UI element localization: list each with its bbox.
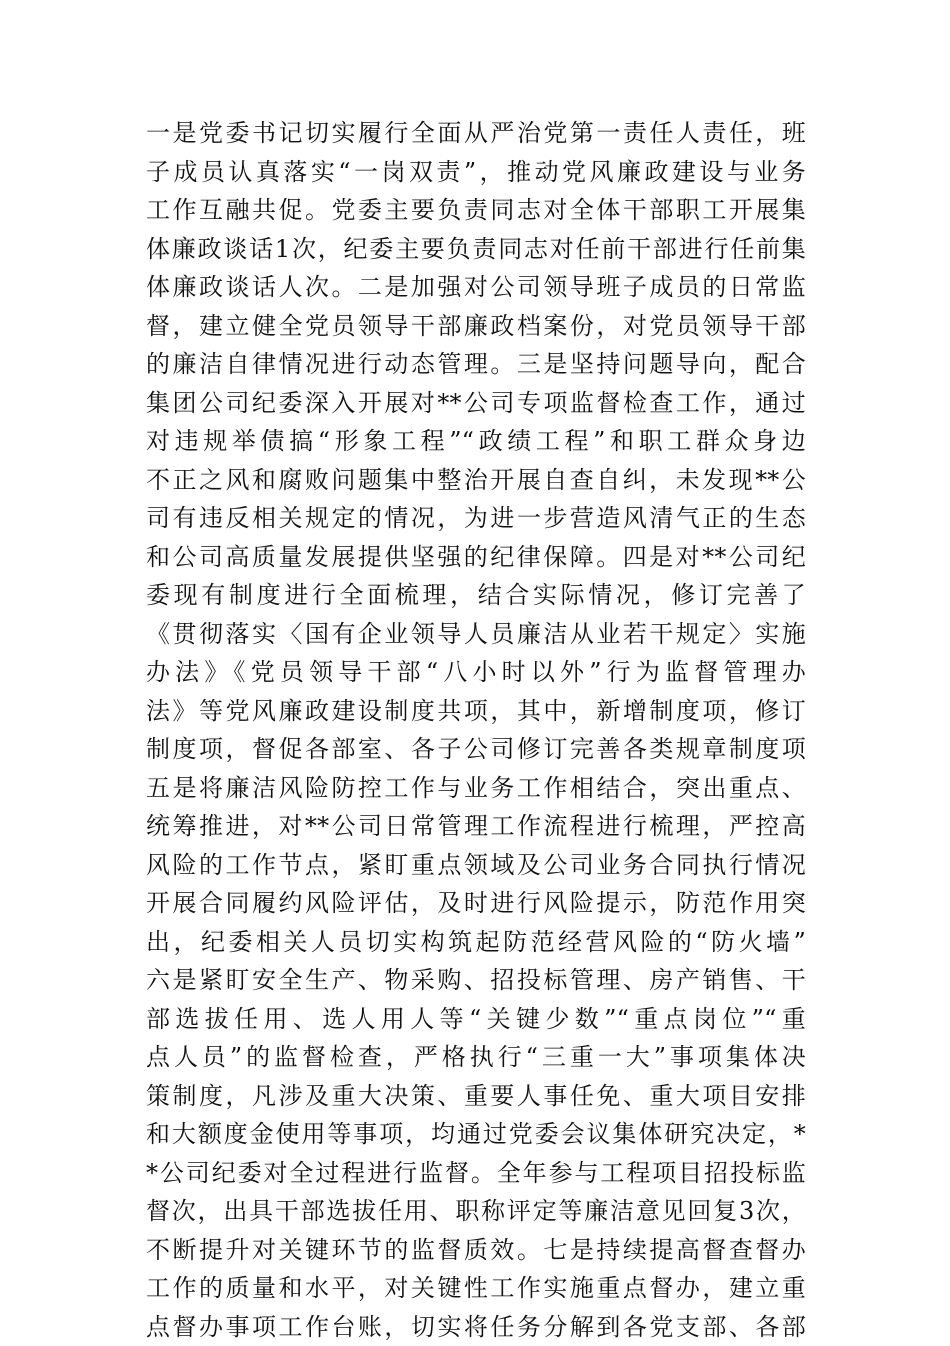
text-line: 集团公司纪委深入开展对**公司专项监督检查工作，通过 xyxy=(146,384,806,423)
text-line: 风险的工作节点，紧盯重点领域及公司业务合同执行情况 xyxy=(146,846,806,885)
text-line: 和公司高质量发展提供坚强的纪律保障。四是对**公司纪 xyxy=(146,538,806,577)
text-line: 开展合同履约风险评估，及时进行风险提示，防范作用突 xyxy=(146,884,806,923)
text-line: 督次，出具干部选拔任用、职称评定等廉洁意见回复3次， xyxy=(146,1192,806,1231)
text-line: 部选拔任用、选人用人等“关键少数”“重点岗位”“重 xyxy=(146,1000,806,1039)
text-line: 策制度，凡涉及重大决策、重要人事任免、重大项目安排 xyxy=(146,1077,806,1116)
text-line: 的廉洁自律情况进行动态管理。三是坚持问题导向，配合 xyxy=(146,345,806,384)
text-line: 一是党委书记切实履行全面从严治党第一责任人责任，班 xyxy=(146,114,806,153)
text-line: 不断提升对关键环节的监督质效。七是持续提高督查督办 xyxy=(146,1231,806,1270)
text-line: 对违规举债搞“形象工程”“政绩工程”和职工群众身边 xyxy=(146,422,806,461)
text-line: 督，建立健全党员领导干部廉政档案份，对党员领导干部 xyxy=(146,307,806,346)
text-line: 办法》《党员领导干部“八小时以外”行为监督管理办 xyxy=(146,653,806,692)
text-line: 五是将廉洁风险防控工作与业务工作相结合，突出重点、 xyxy=(146,769,806,808)
text-line: 点督办事项工作台账，切实将任务分解到各党支部、各部 xyxy=(146,1308,806,1346)
text-line: 点人员”的监督检查，严格执行“三重一大”事项集体决 xyxy=(146,1038,806,1077)
text-line: 统筹推进，对**公司日常管理工作流程进行梳理，严控高 xyxy=(146,807,806,846)
text-line: 工作的质量和水平，对关键性工作实施重点督办，建立重 xyxy=(146,1269,806,1308)
text-line: 《贯彻落实〈国有企业领导人员廉洁从业若干规定〉实施 xyxy=(146,615,806,654)
body-paragraph xyxy=(146,114,806,1346)
text-line: 工作互融共促。党委主要负责同志对全体干部职工开展集 xyxy=(146,191,806,230)
text-line: 司有违反相关规定的情况，为进一步营造风清气正的生态 xyxy=(146,499,806,538)
text-line: 制度项，督促各部室、各子公司修订完善各类规章制度项 xyxy=(146,730,806,769)
text-line: 体廉政谈话人次。二是加强对公司领导班子成员的日常监 xyxy=(146,268,806,307)
text-line: 六是紧盯安全生产、物采购、招投标管理、房产销售、干 xyxy=(146,961,806,1000)
text-line: 不正之风和腐败问题集中整治开展自查自纠，未发现**公 xyxy=(146,461,806,500)
text-line: 体廉政谈话1次，纪委主要负责同志对任前干部进行任前集 xyxy=(146,230,806,269)
text-line: 出，纪委相关人员切实构筑起防范经营风险的“防火墙” xyxy=(146,923,806,962)
text-line: 法》等党风廉政建设制度共项，其中，新增制度项，修订 xyxy=(146,692,806,731)
text-line: 委现有制度进行全面梳理，结合实际情况，修订完善了 xyxy=(146,576,806,615)
text-line: 子成员认真落实“一岗双责”，推动党风廉政建设与业务 xyxy=(146,153,806,192)
text-line: 和大额度金使用等事项，均通过党委会议集体研究决定，* xyxy=(146,1115,806,1154)
text-line: *公司纪委对全过程进行监督。全年参与工程项目招投标监 xyxy=(146,1154,806,1193)
